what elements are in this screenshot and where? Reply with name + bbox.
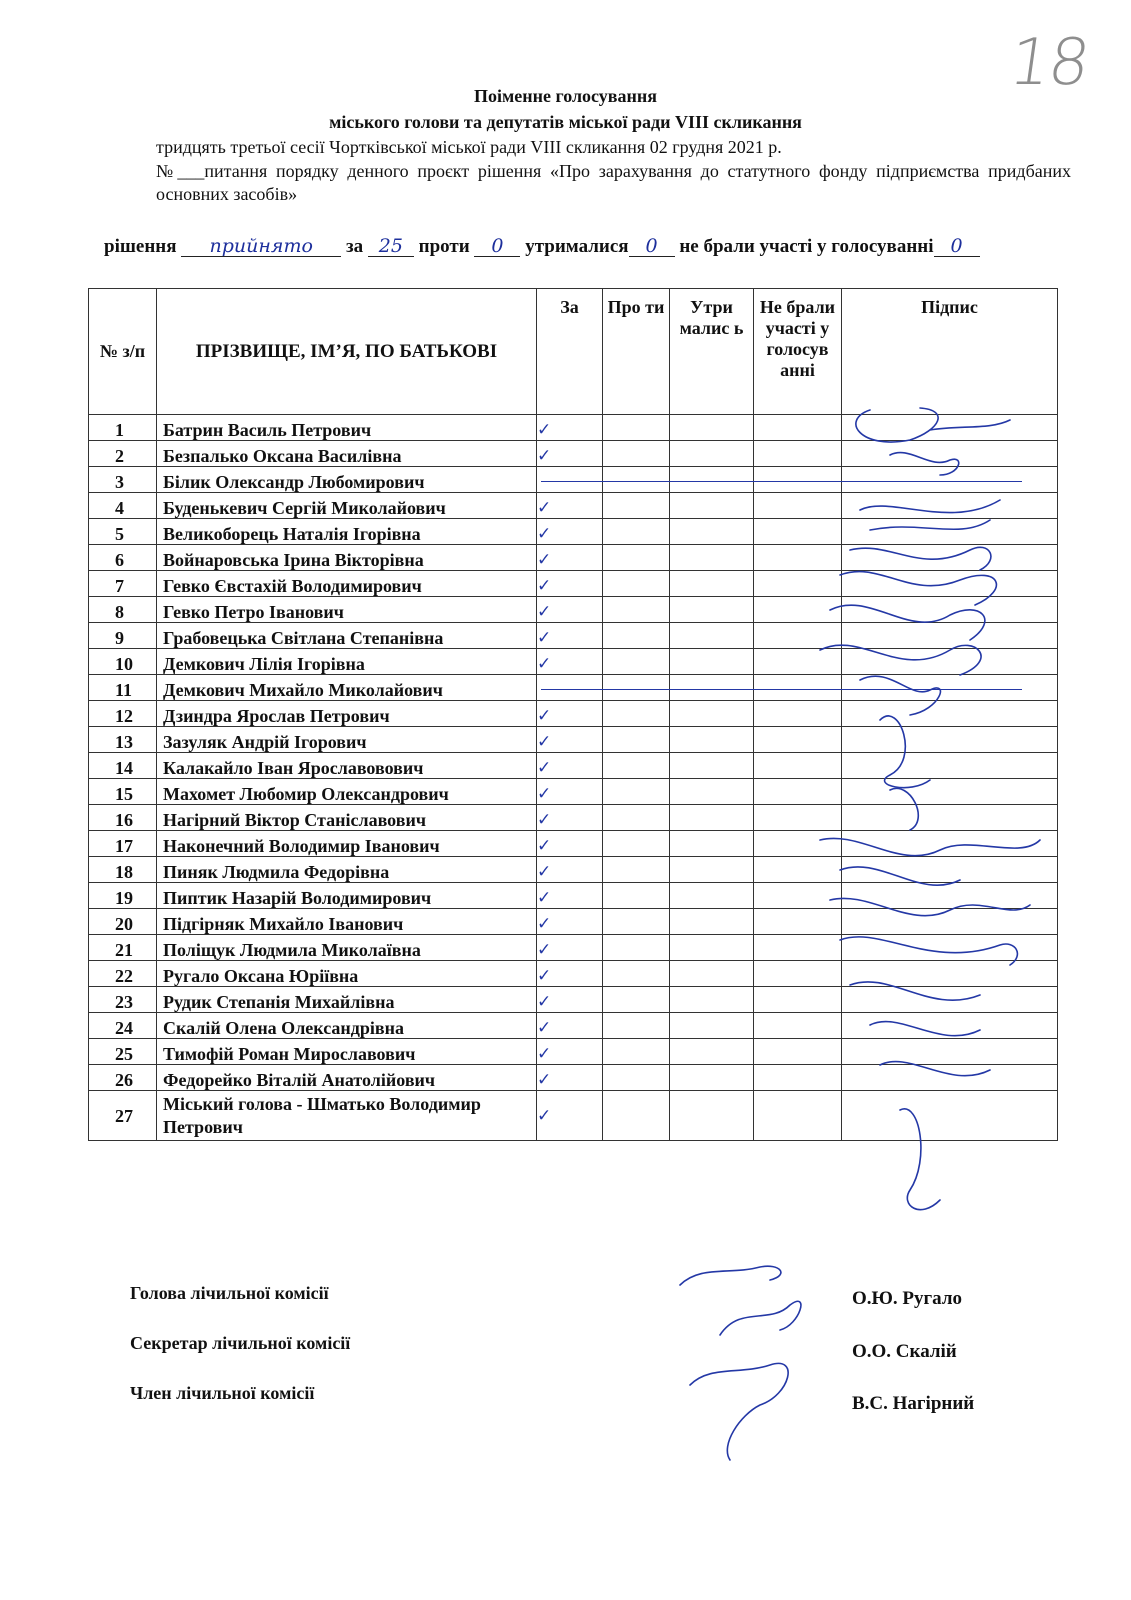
row-name: Поліщук Людмила Миколаївна <box>157 935 537 961</box>
vote-not-voted-cell <box>754 1013 842 1039</box>
vote-abstained-cell <box>670 493 754 519</box>
vote-abstained-cell <box>670 545 754 571</box>
table-row <box>89 545 1058 571</box>
table-row <box>89 779 1058 805</box>
vote-abstained-cell <box>670 935 754 961</box>
vote-against-cell <box>603 753 670 779</box>
row-name: Рудик Степанія Михайлівна <box>157 987 537 1013</box>
signature-cell <box>842 857 1058 883</box>
vote-abstained-cell <box>670 597 754 623</box>
signature-cell <box>842 519 1058 545</box>
row-number: 8 <box>89 597 157 623</box>
vote-against-cell <box>603 1039 670 1065</box>
vote-not-voted-cell <box>754 727 842 753</box>
vote-abstained-cell <box>670 467 754 493</box>
row-number: 14 <box>89 753 157 779</box>
row-name: Войнаровська Ірина Вікторівна <box>157 545 537 571</box>
vote-for-cell: ✓ <box>537 571 603 597</box>
table-row <box>89 935 1058 961</box>
row-name: Тимофій Роман Мирославович <box>157 1039 537 1065</box>
vote-not-voted-cell <box>754 805 842 831</box>
row-name: Калакайло Іван Ярославовович <box>157 753 537 779</box>
row-number: 17 <box>89 831 157 857</box>
decision-label: рішення <box>104 236 177 257</box>
vote-not-voted-cell <box>754 909 842 935</box>
vote-against-cell <box>603 493 670 519</box>
signature-cell <box>842 779 1058 805</box>
document-subtitle: міського голови та депутатів міської ради VIII скликання <box>329 112 802 132</box>
header-name: ПРІЗВИЩЕ, ІМ’Я, ПО БАТЬКОВІ <box>157 289 537 415</box>
absent-strike-line <box>541 689 1022 690</box>
row-number: 26 <box>89 1065 157 1091</box>
table-row <box>89 961 1058 987</box>
page-number: 18 <box>1004 26 1093 100</box>
row-name: Гевко Євстахій Володимирович <box>157 571 537 597</box>
signature-cell <box>842 597 1058 623</box>
table-header-row <box>89 289 1058 415</box>
vote-against-cell <box>603 987 670 1013</box>
vote-not-voted-cell <box>754 493 842 519</box>
abstained-count: 0 <box>629 236 675 257</box>
vote-for-cell: ✓ <box>537 961 603 987</box>
vote-abstained-cell <box>670 1091 754 1141</box>
signature-cell <box>842 1013 1058 1039</box>
vote-abstained-cell <box>670 441 754 467</box>
vote-abstained-cell <box>670 727 754 753</box>
vote-for-cell: ✓ <box>537 1013 603 1039</box>
header-not-voted: Не брали участі у голосув анні <box>754 289 842 415</box>
vote-not-voted-cell <box>754 779 842 805</box>
row-number: 27 <box>89 1091 157 1141</box>
commission-member-name: В.С. Нагірний <box>852 1393 975 1414</box>
header-against: Про ти <box>603 289 670 415</box>
table-row <box>89 909 1058 935</box>
signature-cell <box>842 441 1058 467</box>
commission-signatures <box>660 1245 840 1465</box>
signature-cell <box>842 701 1058 727</box>
signature-cell <box>842 649 1058 675</box>
row-name: Федорейко Віталій Анатолійович <box>157 1065 537 1091</box>
absent-strike-line <box>541 481 1022 482</box>
not-voted-count: 0 <box>934 236 980 257</box>
signature-cell <box>842 935 1058 961</box>
vote-for-cell <box>537 467 603 493</box>
vote-for-cell: ✓ <box>537 623 603 649</box>
signature-cell <box>842 1039 1058 1065</box>
vote-not-voted-cell <box>754 857 842 883</box>
row-number: 10 <box>89 649 157 675</box>
row-name: Буденькевич Сергій Миколайович <box>157 493 537 519</box>
for-count: 25 <box>368 236 414 257</box>
vote-not-voted-cell <box>754 623 842 649</box>
table-row <box>89 883 1058 909</box>
vote-not-voted-cell <box>754 519 842 545</box>
row-name: Скалій Олена Олександрівна <box>157 1013 537 1039</box>
table-row <box>89 623 1058 649</box>
commission-secretary-label: Секретар лічильної комісії <box>130 1333 351 1353</box>
row-name: Великоборець Наталія Ігорівна <box>157 519 537 545</box>
signature-cell <box>842 753 1058 779</box>
table-row <box>89 857 1058 883</box>
vote-for-cell: ✓ <box>537 883 603 909</box>
table-row <box>89 1039 1058 1065</box>
vote-against-cell <box>603 779 670 805</box>
vote-abstained-cell <box>670 1039 754 1065</box>
vote-abstained-cell <box>670 831 754 857</box>
row-number: 21 <box>89 935 157 961</box>
vote-abstained-cell <box>670 1065 754 1091</box>
vote-against-cell <box>603 909 670 935</box>
vote-against-cell <box>603 831 670 857</box>
vote-against-cell <box>603 649 670 675</box>
row-number: 6 <box>89 545 157 571</box>
vote-for-cell: ✓ <box>537 1091 603 1141</box>
vote-for-cell: ✓ <box>537 935 603 961</box>
vote-for-cell: ✓ <box>537 441 603 467</box>
row-number: 16 <box>89 805 157 831</box>
vote-abstained-cell <box>670 649 754 675</box>
commission-chair-name: О.Ю. Ругало <box>852 1288 962 1309</box>
vote-against-cell <box>603 519 670 545</box>
row-number: 20 <box>89 909 157 935</box>
vote-for-cell: ✓ <box>537 909 603 935</box>
vote-abstained-cell <box>670 883 754 909</box>
signature-cell <box>842 987 1058 1013</box>
row-number: 11 <box>89 675 157 701</box>
vote-against-cell <box>603 623 670 649</box>
vote-for-cell: ✓ <box>537 727 603 753</box>
table-row <box>89 493 1058 519</box>
table-row <box>89 701 1058 727</box>
row-number: 4 <box>89 493 157 519</box>
vote-abstained-cell <box>670 623 754 649</box>
vote-against-cell <box>603 441 670 467</box>
vote-against-cell <box>603 467 670 493</box>
vote-abstained-cell <box>670 909 754 935</box>
row-name: Ругало Оксана Юріївна <box>157 961 537 987</box>
row-number: 15 <box>89 779 157 805</box>
row-number: 1 <box>89 415 157 441</box>
vote-for-cell: ✓ <box>537 493 603 519</box>
header-number: № з/п <box>89 289 157 415</box>
vote-abstained-cell <box>670 753 754 779</box>
row-name: Батрин Василь Петрович <box>157 415 537 441</box>
vote-against-cell <box>603 545 670 571</box>
vote-not-voted-cell <box>754 935 842 961</box>
vote-abstained-cell <box>670 415 754 441</box>
row-number: 3 <box>89 467 157 493</box>
vote-not-voted-cell <box>754 753 842 779</box>
vote-against-cell <box>603 883 670 909</box>
vote-for-cell: ✓ <box>537 1039 603 1065</box>
not-voted-label: не брали участі у голосуванні <box>679 236 934 257</box>
row-number: 25 <box>89 1039 157 1065</box>
table-row <box>89 987 1058 1013</box>
vote-against-cell <box>603 961 670 987</box>
signature-cell <box>842 415 1058 441</box>
decision-summary <box>104 236 980 258</box>
vote-for-cell: ✓ <box>537 857 603 883</box>
vote-abstained-cell <box>670 571 754 597</box>
row-name: Демкович Михайло Миколайович <box>157 675 537 701</box>
vote-abstained-cell <box>670 961 754 987</box>
table-row <box>89 441 1058 467</box>
row-number: 23 <box>89 987 157 1013</box>
row-name: Дзиндра Ярослав Петрович <box>157 701 537 727</box>
vote-for-cell <box>537 675 603 701</box>
vote-for-cell: ✓ <box>537 753 603 779</box>
vote-against-cell <box>603 1065 670 1091</box>
table-row <box>89 519 1058 545</box>
row-number: 2 <box>89 441 157 467</box>
table-row <box>89 831 1058 857</box>
vote-table <box>88 288 1058 1141</box>
table-row <box>89 805 1058 831</box>
vote-for-cell: ✓ <box>537 415 603 441</box>
vote-abstained-cell <box>670 779 754 805</box>
row-name: Демкович Лілія Ігорівна <box>157 649 537 675</box>
vote-abstained-cell <box>670 857 754 883</box>
row-number: 13 <box>89 727 157 753</box>
signature-cell <box>842 623 1058 649</box>
signature-cell <box>842 727 1058 753</box>
for-label: за <box>346 236 364 257</box>
header-for: За <box>537 289 603 415</box>
vote-against-cell <box>603 571 670 597</box>
vote-not-voted-cell <box>754 987 842 1013</box>
table-row <box>89 649 1058 675</box>
against-count: 0 <box>474 236 520 257</box>
table-row <box>89 467 1058 493</box>
row-name: Гевко Петро Іванович <box>157 597 537 623</box>
vote-abstained-cell <box>670 701 754 727</box>
vote-for-cell: ✓ <box>537 545 603 571</box>
signature-cell <box>842 831 1058 857</box>
table-row <box>89 727 1058 753</box>
commission-member-label: Член лічильної комісії <box>130 1383 315 1403</box>
vote-not-voted-cell <box>754 1039 842 1065</box>
vote-abstained-cell <box>670 805 754 831</box>
table-row <box>89 753 1058 779</box>
vote-abstained-cell <box>670 519 754 545</box>
signature-cell <box>842 805 1058 831</box>
table-row <box>89 1013 1058 1039</box>
vote-not-voted-cell <box>754 1065 842 1091</box>
vote-not-voted-cell <box>754 831 842 857</box>
vote-not-voted-cell <box>754 441 842 467</box>
table-row <box>89 1065 1058 1091</box>
vote-for-cell: ✓ <box>537 649 603 675</box>
row-name: Нагірний Віктор Станіславович <box>157 805 537 831</box>
row-number: 18 <box>89 857 157 883</box>
row-name: Підгірняк Михайло Іванович <box>157 909 537 935</box>
row-name: Пиняк Людмила Федорівна <box>157 857 537 883</box>
row-name: Пиптик Назарій Володимирович <box>157 883 537 909</box>
header-abstained: Утри малис ь <box>670 289 754 415</box>
vote-against-cell <box>603 857 670 883</box>
vote-abstained-cell <box>670 987 754 1013</box>
vote-for-cell: ✓ <box>537 779 603 805</box>
vote-against-cell <box>603 805 670 831</box>
table-row <box>89 597 1058 623</box>
row-name: Зазуляк Андрій Ігорович <box>157 727 537 753</box>
vote-against-cell <box>603 675 670 701</box>
vote-for-cell: ✓ <box>537 831 603 857</box>
row-number: 5 <box>89 519 157 545</box>
vote-not-voted-cell <box>754 701 842 727</box>
agenda-question: №___питання порядку денного проєкт рішення «Про зарахування до статутного фонду підприємства придбаних основних засобів» <box>156 161 1071 204</box>
row-number: 12 <box>89 701 157 727</box>
row-name: Безпалько Оксана Василівна <box>157 441 537 467</box>
vote-against-cell <box>603 1091 670 1141</box>
vote-not-voted-cell <box>754 545 842 571</box>
row-name: Наконечний Володимир Іванович <box>157 831 537 857</box>
header-signature: Підпис <box>842 289 1058 415</box>
document-title: Поіменне голосування <box>473 86 658 106</box>
table-row <box>89 1091 1058 1141</box>
commission-chair-label: Голова лічильної комісії <box>130 1283 329 1303</box>
table-row <box>89 415 1058 441</box>
row-number: 24 <box>89 1013 157 1039</box>
vote-against-cell <box>603 935 670 961</box>
signature-cell <box>842 493 1058 519</box>
vote-not-voted-cell <box>754 571 842 597</box>
abstained-label: утрималися <box>525 236 629 257</box>
vote-for-cell: ✓ <box>537 805 603 831</box>
vote-not-voted-cell <box>754 1091 842 1141</box>
vote-not-voted-cell <box>754 415 842 441</box>
vote-for-cell: ✓ <box>537 519 603 545</box>
vote-against-cell <box>603 701 670 727</box>
vote-against-cell <box>603 597 670 623</box>
vote-not-voted-cell <box>754 961 842 987</box>
row-number: 22 <box>89 961 157 987</box>
vote-for-cell: ✓ <box>537 1065 603 1091</box>
signature-cell <box>842 909 1058 935</box>
session-line: тридцять третьої сесії Чортківської міської ради VIII скликання 02 грудня 2021 р. <box>156 137 782 157</box>
vote-not-voted-cell <box>754 597 842 623</box>
vote-not-voted-cell <box>754 883 842 909</box>
signature-cell <box>842 467 1058 493</box>
commission-secretary-name: О.О. Скалій <box>852 1341 957 1362</box>
decision-result: прийнято <box>181 236 341 257</box>
row-name: Махомет Любомир Олександрович <box>157 779 537 805</box>
vote-abstained-cell <box>670 675 754 701</box>
vote-against-cell <box>603 415 670 441</box>
vote-not-voted-cell <box>754 467 842 493</box>
vote-against-cell <box>603 727 670 753</box>
signature-cell <box>842 961 1058 987</box>
row-number: 7 <box>89 571 157 597</box>
row-name: Грабовецька Світлана Степанівна <box>157 623 537 649</box>
signature-cell <box>842 1091 1058 1141</box>
signature-cell <box>842 571 1058 597</box>
vote-not-voted-cell <box>754 675 842 701</box>
table-row <box>89 675 1058 701</box>
row-name: Міський голова - Шматько Володимир Петрович <box>157 1091 537 1141</box>
signature-cell <box>842 675 1058 701</box>
table-row <box>89 571 1058 597</box>
row-number: 9 <box>89 623 157 649</box>
vote-not-voted-cell <box>754 649 842 675</box>
row-number: 19 <box>89 883 157 909</box>
signature-cell <box>842 1065 1058 1091</box>
signature-cell <box>842 545 1058 571</box>
vote-against-cell <box>603 1013 670 1039</box>
vote-for-cell: ✓ <box>537 987 603 1013</box>
signature-cell <box>842 883 1058 909</box>
row-name: Білик Олександр Любомирович <box>157 467 537 493</box>
vote-abstained-cell <box>670 1013 754 1039</box>
vote-for-cell: ✓ <box>537 701 603 727</box>
against-label: проти <box>418 236 470 257</box>
vote-for-cell: ✓ <box>537 597 603 623</box>
